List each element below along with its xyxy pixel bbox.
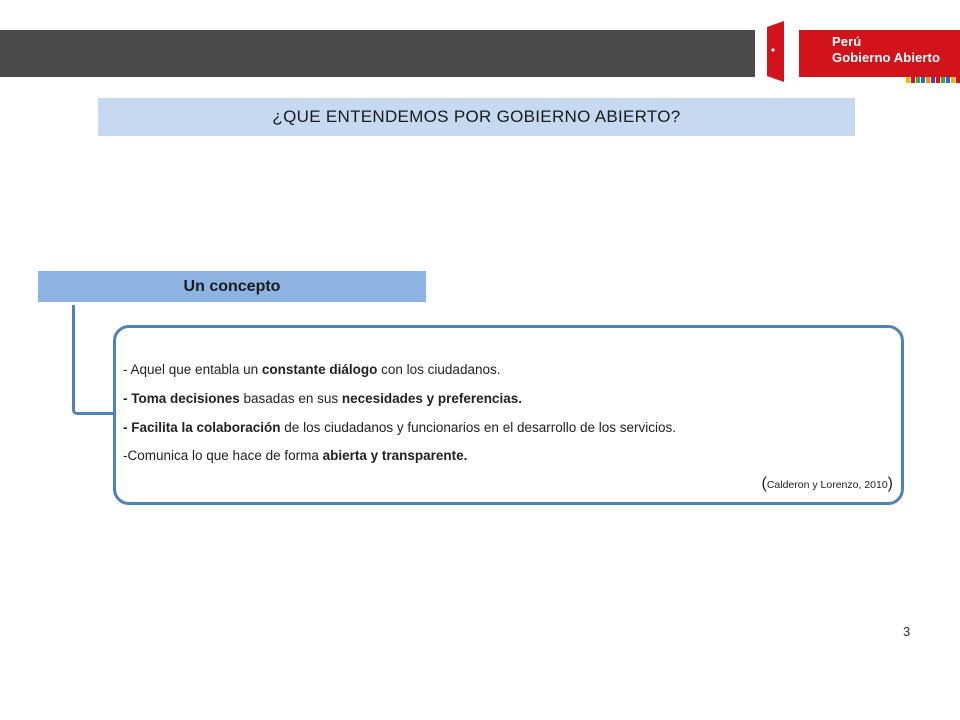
title-banner [98, 98, 855, 136]
concept-line-4-segment-2: abierta y transparente. [322, 448, 468, 463]
logo-stripe [916, 77, 920, 83]
concept-line-3 [123, 420, 676, 435]
logo-text [832, 34, 940, 66]
concept-line-1 [123, 362, 500, 377]
citation [762, 475, 894, 493]
citation-text: Calderon y Lorenzo, 2010 [766, 479, 888, 491]
citation-open-paren: ( [761, 475, 767, 492]
logo-line-1: Perú [832, 34, 862, 49]
concept-line-2 [123, 391, 522, 406]
citation-close-paren: ) [887, 475, 893, 492]
concept-line-4 [123, 448, 467, 463]
logo-stripe [951, 77, 955, 83]
logo-stripe [921, 77, 925, 83]
concept-header [38, 271, 426, 302]
page-number: 3 [903, 624, 911, 639]
concept-header-label: Un concepto [183, 277, 281, 295]
logo-line-2: Gobierno Abierto [832, 50, 941, 65]
concept-line-1-segment-1: - Aquel que entabla un [123, 362, 262, 377]
logo-stripe [941, 77, 945, 83]
concept-line-2-segment-1: - Toma decisiones [123, 391, 240, 406]
logo-stripe [911, 77, 915, 83]
concept-line-4-segment-1: -Comunica lo que hace de forma [123, 448, 323, 463]
concept-line-3-segment-1: - Facilita la colaboración [123, 420, 281, 435]
logo-stripe [931, 77, 935, 83]
logo-stripe [946, 77, 950, 83]
door-icon [767, 21, 784, 82]
concept-content-box [113, 325, 904, 505]
logo-stripe [906, 77, 910, 83]
concept-line-1-segment-3: con los ciudadanos. [377, 362, 501, 377]
concept-line-1-segment-2: constante diálogo [261, 362, 378, 377]
logo-stripe [926, 77, 930, 83]
concept-line-3-segment-2: de los ciudadanos y funcionarios en el desarrollo de los servicios. [280, 420, 677, 435]
logo-color-stripes [906, 77, 960, 83]
logo-stripe [936, 77, 940, 83]
page-title: ¿QUE ENTENDEMOS POR GOBIERNO ABIERTO? [272, 107, 681, 126]
logo-stripe [956, 77, 960, 83]
concept-line-2-segment-3: necesidades y preferencias. [341, 391, 522, 406]
concept-line-2-segment-2: basadas en sus [239, 391, 342, 406]
